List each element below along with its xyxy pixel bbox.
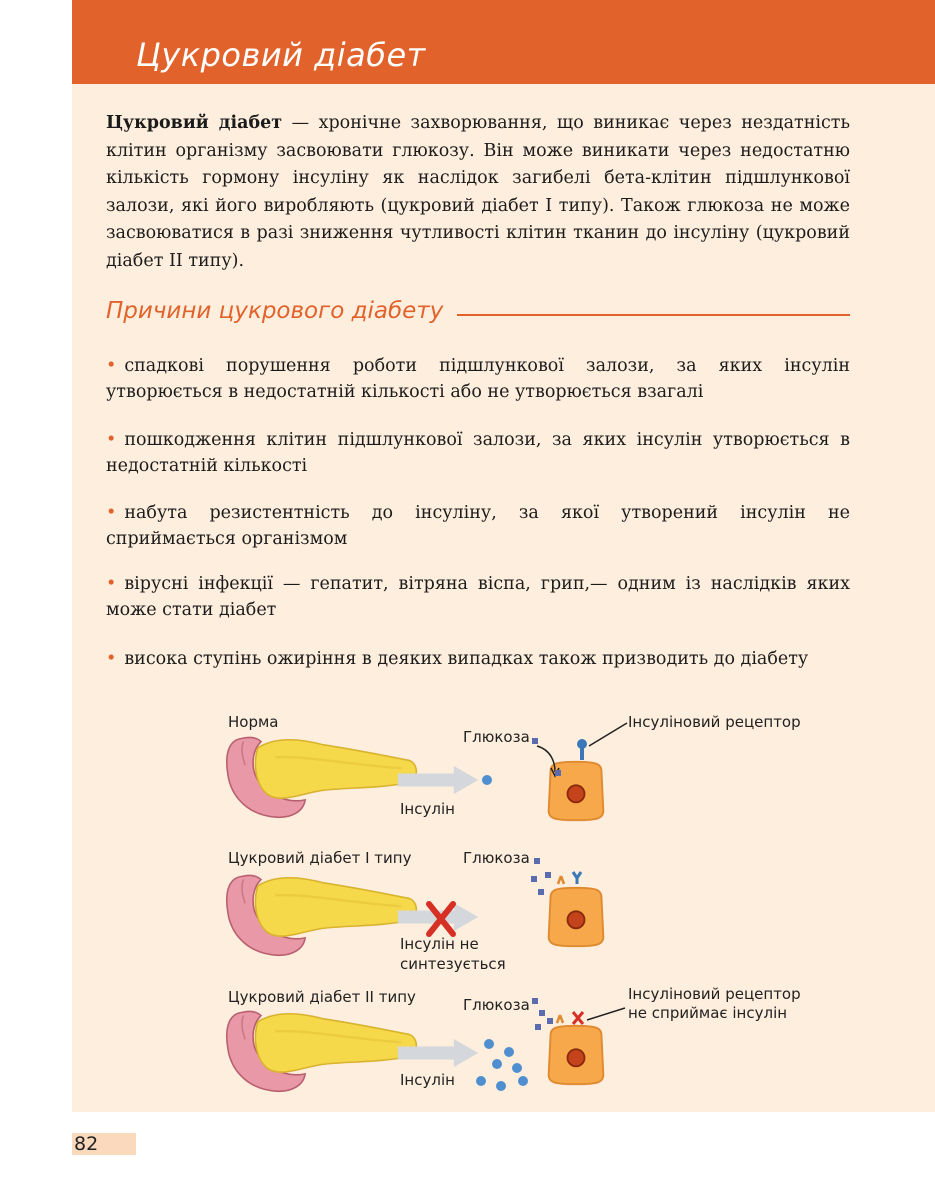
cause-item: • висока ступінь ожиріння в деяких випадках також призводить до діабету [106,649,809,669]
intro-paragraph [106,110,850,275]
intro-term: Цукровий діабет [106,113,283,133]
bullet-icon: • [106,574,117,594]
type1-insulin-label-1: Інсулін не [400,935,479,953]
norm-title: Норма [228,713,279,731]
type1-insulin-label-2: синтезується [400,955,506,973]
type2-glucose-label: Глюкоза [463,996,530,1014]
norm-insulin-label: Інсулін [400,800,455,818]
norm-receptor-label: Інсуліновий рецептор [628,713,801,731]
norm-glucose-label: Глюкоза [463,728,530,746]
bullet-icon: • [106,430,117,450]
bullet-icon: • [106,649,117,669]
diagram-illustration [205,706,845,1096]
bullet-icon: • [106,503,117,523]
cause-item: • пошкодження клітин підшлункової залози, за яких інсулін утворюється в недостатній кількості [106,430,850,476]
type2-receptor-label-1: Інсуліновий рецептор [628,985,801,1003]
type2-insulin-label: Інсулін [400,1071,455,1089]
chapter-title: Цукровий діабет [136,36,426,74]
causes-heading: Причини цукрового діабету [106,298,444,324]
chapter-header [72,0,935,84]
cause-item: • вірусні інфекції — гепатит, вітряна віспа, грип,— одним із наслідків яких може стати діабет [106,574,850,620]
type1-glucose-label: Глюкоза [463,849,530,867]
bullet-icon: • [106,356,117,376]
heading-rule [457,314,850,316]
page-number: 82 [74,1133,99,1155]
type2-title: Цукровий діабет ІІ типу [228,988,416,1006]
type1-title: Цукровий діабет І типу [228,849,412,867]
type2-receptor-label-2: не сприймає інсулін [628,1004,788,1022]
cause-item: • набута резистентність до інсуліну, за якої утворений інсулін не сприймається організмом [106,503,850,549]
intro-text: — хронічне захворювання, що виникає через нездатність клітин організму засвоювати глюкозу. Він може виникати через недостатню кількість гормону інсуліну як наслідок загибелі бета-клітин підшлункової залози, які його виробляють (цукровий діабет І типу). Також глюкоза не може засвоюватися в разі зниження чутливості клітин тканин до інсуліну (цукровий діабет ІІ типу). [106,113,850,271]
diabetes-diagram [205,706,845,1096]
cause-item: • спадкові порушення роботи підшлункової залози, за яких інсулін утворюється в недостатній кількості або не утворюється взагалі [106,356,850,402]
